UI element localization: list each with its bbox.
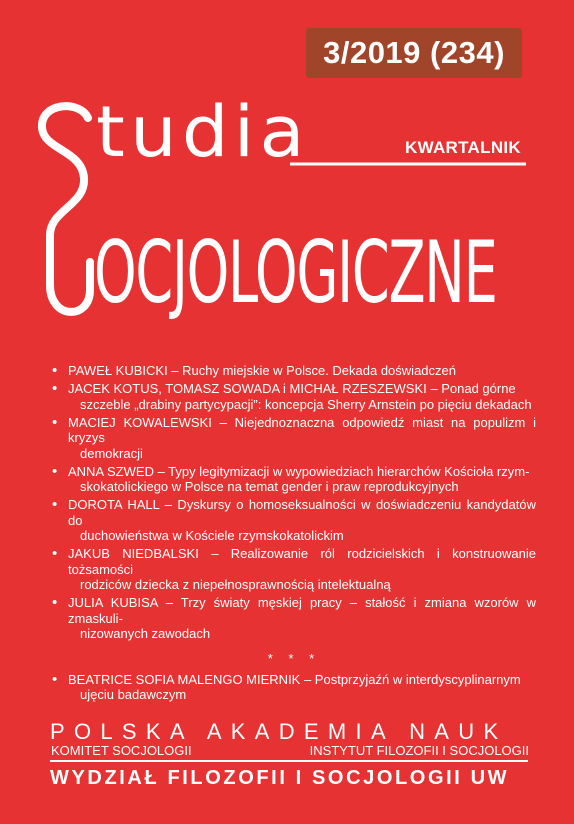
studia-word: tudia — [96, 91, 310, 173]
institute-label: INSTYTUT FILOZOFII I SOCJOLOGII — [309, 743, 529, 758]
table-of-contents — [52, 363, 536, 705]
bullet-icon: • — [52, 670, 58, 688]
bullet-icon: • — [52, 462, 58, 480]
toc-item-line: ANNA SZWED – Typy legitymizacji w wypowiedziach hierarchów Kościoła rzym- — [68, 463, 530, 479]
toc-item-line: JULIA KUBISA – Trzy światy męskiej pracy – stałość i zmiana wzorów w zmaskuli- — [68, 595, 536, 626]
section-separator: * * * — [267, 650, 321, 666]
faculty-label: WYDZIAŁ FILOZOFII I SOCJOLOGII UW — [50, 767, 510, 789]
toc-item — [52, 595, 536, 642]
toc-item — [52, 546, 536, 593]
toc-item-continuation: skokatolickiego w Polsce na temat gender i praw reprodukcyjnych — [80, 479, 459, 494]
toc-item-continuation: rodziców dziecka z niepełnosprawnością intelektualną — [80, 577, 391, 592]
committee-label: KOMITET SOCJOLOGII — [51, 743, 192, 758]
toc-item-line: JAKUB NIEDBALSKI – Realizowanie ról rodzicielskich i konstruowanie tożsamości — [68, 546, 536, 577]
bullet-icon: • — [52, 362, 58, 379]
socjologiczne-initial-s — [50, 235, 90, 312]
studia-initial-s — [42, 106, 88, 235]
toc-item-continuation: duchowieństwa w Kościele rzymskokatolickim — [80, 528, 344, 543]
bullet-icon: • — [52, 413, 58, 431]
toc-item-line: BEATRICE SOFIA MALENGO MIERNIK – Postprzyjaźń w interdyscyplinarnym — [68, 671, 521, 687]
toc-item-continuation: demokracji — [80, 445, 143, 461]
toc-item — [52, 497, 536, 544]
toc-item — [52, 464, 536, 495]
bullet-icon: • — [52, 545, 58, 562]
bullet-icon: • — [52, 594, 58, 611]
toc-item — [52, 672, 536, 703]
publisher-subunits — [51, 743, 529, 758]
socjologiczne-word: OCJOLOGICZNE — [94, 223, 497, 323]
toc-item-line: PAWEŁ KUBICKI – Ruchy miejskie w Polsce. Dekada doświadczeń — [68, 363, 456, 378]
journal-logo — [0, 0, 574, 340]
toc-item-line: MACIEJ KOWALEWSKI – Niejednoznaczna odpowiedź miast na populizm i kryzys — [68, 414, 536, 445]
toc-item-line: JACEK KOTUS, TOMASZ SOWADA i MICHAŁ RZESZEWSKI – Ponad górne — [68, 381, 516, 396]
publisher-academy: POLSKA AKADEMIA NAUK — [50, 719, 508, 744]
toc-item-continuation: ujęciu badawczym — [80, 687, 187, 702]
bullet-icon: • — [52, 496, 58, 513]
toc-item — [52, 381, 536, 412]
issue-number: 3/2019 (234) — [323, 35, 505, 70]
bullet-icon: • — [52, 380, 58, 397]
toc-item-continuation: nizowanych zawodach — [80, 626, 211, 641]
toc-item — [52, 415, 536, 462]
toc-item-line: DOROTA HALL – Dyskursy o homoseksualności w doświadczeniu kandydatów do — [68, 497, 536, 528]
toc-item-continuation: szczeble „drabiny partycypacji”: koncepcja Sherry Arnstein po pięciu dekadach — [80, 396, 532, 412]
kwartalnik-label: KWARTALNIK — [405, 138, 521, 157]
footer-divider — [50, 760, 528, 762]
toc-item — [52, 363, 536, 379]
